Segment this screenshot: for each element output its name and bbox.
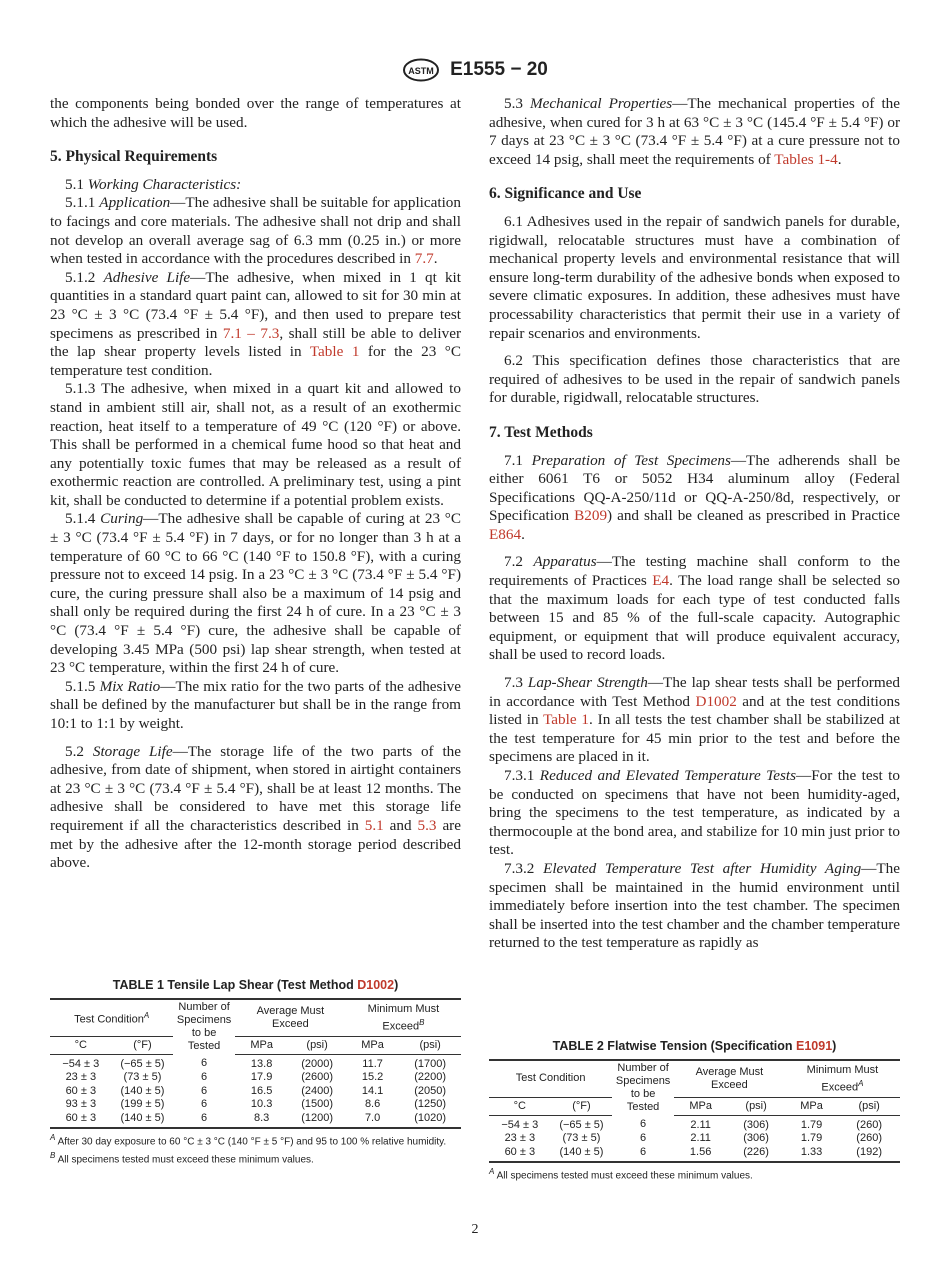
table-cell: (−65 ± 5) (120, 1057, 165, 1070)
table-cell: 13.8 (250, 1057, 273, 1070)
table-2-footnote-a: $^A$ All specimens tested must exceed these minimum values. (489, 1167, 753, 1182)
table-cell: 8.3 (235, 1112, 288, 1129)
header-average-must-exceed: Average Must Exceed (674, 1060, 785, 1097)
paragraph-7-3-2: 7.3.2 Elevated Temperature Test after Humidity Aging—The specimen shall be maintained in the humid environment until immediately before insertion into the test chamber. The specimen shall be inserted into the test chamber and the chamber temperature returned to the test temperature as rapidly as (489, 859, 901, 952)
table-cell: (260) (856, 1132, 882, 1145)
paragraph-5-1-2: 5.1.2 Adhesive Life—The adhesive, when mixed in 1 qt kit quantities in a standard quart paint can, allowed to sit for 30 min at 23 °C ± 3 °C (73.4 °F ± 5.4 °F), and then used to prepare test specimens as prescribed in 7.1 – 7.3, shall still be able to deliver the lap shear property levels listed in Table 1 for the 23 °C temperature test condition. (50, 268, 462, 379)
table-cell: 10.3 (250, 1098, 273, 1111)
link-e1091-caption[interactable]: E1091 (796, 1039, 833, 1053)
unit-mpa: MPa (674, 1097, 727, 1115)
table-cell: (73 ± 5) (123, 1071, 162, 1084)
table-cell: 1.79 (800, 1118, 823, 1131)
link-e864[interactable]: E864 (489, 525, 522, 543)
unit-celsius: °C (489, 1097, 551, 1115)
table-cell: 60 ± 3 (489, 1146, 551, 1163)
table-cell: (73 ± 5) (562, 1132, 601, 1145)
link-table-1[interactable]: Table 1 (309, 343, 360, 361)
table-1 (50, 978, 461, 1167)
page-number: 2 (471, 1222, 479, 1237)
table-row (489, 1115, 900, 1132)
table-cell: (306) (743, 1118, 769, 1131)
link-d1002[interactable]: D1002 (695, 692, 737, 710)
table-cell: 6 (640, 1132, 647, 1145)
table-cell: (1250) (414, 1098, 447, 1111)
table-cell: 6 (201, 1057, 208, 1070)
paragraph-7-3-1: 7.3.1 Reduced and Elevated Temperature Tests—For the test to be conducted on specimens that have not been humidity-aged, bring the specimens to the test temperature, as indicated by a thermocouple at the bond area, and stabilize for 10 min just prior to test. (489, 767, 900, 859)
paragraph-5-2: 5.2 Storage Life—The storage life of the two parts of the adhesive, from date of shipment, when stored in airtight containers at 23 °C ± 3 °C (73.4 °F ± 5.4 °F), shall be at least 12 months. The adhesive shall be considered to have met this storage life requirement if all the characteristics described in 5.1 and 5.3 are met by the adhesive after the 12-month storage period described above. (50, 742, 462, 872)
link-b209[interactable]: B209 (574, 507, 608, 525)
unit-psi: (psi) (288, 1036, 346, 1054)
table-cell: (1020) (399, 1112, 461, 1129)
table-cell: 2.11 (690, 1132, 711, 1145)
table-cell: (226) (727, 1146, 785, 1163)
table-cell: 15.2 (361, 1071, 384, 1084)
table-cell: 6 (201, 1098, 208, 1111)
table-row (50, 1112, 461, 1129)
left-column (50, 95, 461, 873)
table-cell: (140 ± 5) (120, 1084, 165, 1097)
paragraph-7-2: 7.2 Apparatus—The testing machine shall conform to the requirements of Practices E4. The load range shall be selected so that the maximum loads for each type of test conducted falls between 15 and 85 % of the full-scale capacity. Autographic equipment, or equipment that will produce equivalent accuracy, shall be used to record loads. (489, 553, 900, 664)
paragraph-7-1: 7.1 Preparation of Test Specimens—The adherends shall be either 6061 T6 or 5052 H34 aluminum alloy (Federal Specifications QQ-A-250/11d or QQ-A-250/8d, respectively, or Specification B209) and shall be cleaned as prescribed in Practice E864. (489, 451, 900, 543)
unit-psi: (psi) (399, 1036, 461, 1054)
table-cell: (1200) (288, 1112, 346, 1129)
table-row (50, 1071, 461, 1085)
section-7-heading: 7. Test Methods (489, 423, 593, 441)
document-id: E1555 − 20 (450, 59, 548, 80)
unit-fahrenheit: (°F) (551, 1097, 613, 1115)
table-2 (489, 1039, 900, 1183)
table-cell: (2000) (301, 1057, 333, 1070)
header-minimum-must-exceed: Minimum Must Exceed$^B$ (346, 999, 461, 1036)
table-cell: 6 (173, 1112, 235, 1129)
paragraph-continuation: the components being bonded over the range of temperatures at which the adhesive will be used. (50, 95, 461, 131)
table-cell: (−65 ± 5) (559, 1118, 604, 1131)
paragraph-7-3: 7.3 Lap-Shear Strength—The lap shear tests shall be performed in accordance with Test Method D1002 and at the test conditions listed in Table 1. In all tests the test chamber shall be stabilized at the test temperature for 45 min prior to the test and before the specimens are placed in it. (489, 674, 901, 766)
table-row (489, 1146, 900, 1163)
table-cell: (2050) (414, 1084, 447, 1097)
table-cell: (2400) (301, 1084, 333, 1097)
table-cell: −54 ± 3 (62, 1057, 100, 1070)
header-test-condition: Test Condition$^A$ (50, 999, 173, 1036)
table-cell: −54 ± 3 (501, 1118, 539, 1131)
table-cell: (306) (743, 1132, 769, 1145)
table-cell: 14.1 (361, 1084, 384, 1097)
unit-mpa: MPa (235, 1036, 288, 1054)
table-cell: (192) (838, 1146, 900, 1163)
unit-mpa: MPa (346, 1036, 399, 1054)
table-cell: (2200) (414, 1071, 447, 1084)
table-cell: 23 ± 3 (504, 1132, 536, 1145)
table-cell: (140 ± 5) (551, 1146, 613, 1163)
table-cell: 6 (640, 1118, 647, 1131)
table-1-footnote-a: $^A$ After 30 day exposure to 60 °C ± 3 °C (140 °F ± 5 °F) and 95 to 100 % relative humidity. (50, 1133, 447, 1148)
table-row (50, 1098, 461, 1112)
section-6-heading: 6. Significance and Use (489, 185, 642, 203)
header-test-condition: Test Condition (489, 1060, 612, 1097)
paragraph-6-2: 6.2 This specification defines those characteristics that are required of adhesives to be used in the repair of sandwich panels for durable, rigidwall, relocatable structures. (489, 352, 900, 407)
right-column (489, 95, 900, 953)
header-number-specimens: Number of Specimens to be Tested (173, 999, 235, 1054)
link-tables-1-4[interactable]: Tables 1-4 (774, 150, 838, 168)
table-cell: 1.79 (800, 1132, 823, 1145)
link-e4[interactable]: E4 (652, 572, 670, 590)
link-5-3[interactable]: 5.3 (417, 816, 437, 834)
table-cell: (199 ± 5) (120, 1098, 165, 1111)
table-2-caption: TABLE 2 Flatwise Tension (Specification E1091) (552, 1039, 837, 1053)
table-cell: 2.11 (690, 1118, 711, 1131)
table-cell: 16.5 (250, 1084, 273, 1097)
table-cell: (260) (856, 1118, 882, 1131)
header-number-specimens: Number of Specimens to be Tested (612, 1060, 674, 1115)
table-cell: (140 ± 5) (112, 1112, 174, 1129)
table-cell: 60 ± 3 (65, 1084, 97, 1097)
table-1-caption: TABLE 1 Tensile Lap Shear (Test Method D1002) (112, 978, 399, 992)
link-table-1-b[interactable]: Table 1 (543, 711, 590, 729)
table-cell: 17.9 (250, 1071, 273, 1084)
table-cell: 93 ± 3 (65, 1098, 97, 1111)
table-cell: (1700) (414, 1057, 447, 1070)
unit-fahrenheit: (°F) (112, 1036, 174, 1054)
header-average-must-exceed: Average Must Exceed (235, 999, 346, 1036)
link-d1002-caption[interactable]: D1002 (357, 978, 395, 992)
paragraph-6-1: 6.1 Adhesives used in the repair of sandwich panels for durable, rigidwall, relocatable structures must have a combination of mechanical property levels and environmental resistance that will ensure long-term durability of the adhesive bonds when exposed to severe climatic exposures. In addition, these adhesives must have processability characteristics that permit their use in a variety of repair scenarios and environments. (489, 212, 900, 342)
table-1-footnote-b: $^B$ All specimens tested must exceed these minimum values. (50, 1151, 314, 1166)
link-7-7[interactable]: 7.7 (414, 250, 434, 268)
section-5-heading: 5. Physical Requirements (50, 148, 218, 166)
table-cell: 6 (201, 1071, 208, 1084)
table-cell: 60 ± 3 (50, 1112, 112, 1129)
table-cell: 7.0 (346, 1112, 399, 1129)
link-5-1[interactable]: 5.1 (364, 816, 384, 834)
paragraph-5-3: 5.3 Mechanical Properties—The mechanical properties of the adhesive, when cured for 3 h at 63 °C ± 3 °C (145.4 °F ± 5.4 °F) or 7 days at 23 °C ± 3 °C (73.4 °F ± 5.4 °F) at a cure pressure not to exceed 14 psig, shall meet the requirements of Tables 1-4. (489, 95, 900, 168)
astm-logo-icon (402, 58, 440, 82)
unit-celsius: °C (50, 1036, 112, 1054)
table-cell: 23 ± 3 (65, 1071, 97, 1084)
paragraph-5-1: 5.1 Working Characteristics: (65, 175, 242, 193)
paragraph-5-1-5: 5.1.5 Mix Ratio—The mix ratio for the two parts of the adhesive shall be defined by the manufacturer but shall be in the range from 10:1 to 1:1 by weight. (50, 677, 462, 732)
page-header (0, 58, 950, 82)
paragraph-5-1-1: 5.1.1 Application—The adhesive shall be suitable for application to facings and core materials. The adhesive shall not drip and shall not develop an overall average sag of 6.3 mm (0.25 in.) or more when tested in accordance with the procedures described in 7.7. (50, 194, 461, 268)
unit-psi: (psi) (838, 1097, 900, 1115)
table-cell: 8.6 (364, 1098, 381, 1111)
table-cell: 6 (612, 1146, 674, 1163)
table-cell: 6 (201, 1084, 208, 1097)
table-cell: (1500) (301, 1098, 333, 1111)
header-minimum-must-exceed: Minimum Must Exceed$^A$ (785, 1060, 900, 1097)
link-7-1-7-3[interactable]: 7.1 – 7.3 (222, 324, 280, 342)
paragraph-5-1-4: 5.1.4 Curing—The adhesive shall be capable of curing at 23 °C ± 3 °C (73.4 °F ± 5.4 °F) in 7 days, or for no longer than 3 h at a temperature of 60 °C to 66 °C (140 °F to 150.8 °F), with a curing pressure not to exceed 14 psig. In a 23 °C ± 3 °C (73.4 °F ± 5.4 °F) cure, the curing pressure shall also be a maximum of 14 psig and shall only be required during the first 24 h of cure. In a 23 °C ± 3 °C (73.4 °F ± 5.4 °F) cure, the adhesive shall be capable of developing 3.45 MPa (500 psi) lap shear strength, when tested at 23 °C temperature, within the first 24 h of cure. (50, 510, 461, 677)
unit-psi: (psi) (727, 1097, 785, 1115)
table-row (50, 1085, 461, 1099)
table-cell: (2600) (301, 1071, 333, 1084)
table-row (50, 1054, 461, 1071)
table-row (489, 1132, 900, 1146)
table-cell: 1.56 (674, 1146, 727, 1163)
unit-mpa: MPa (785, 1097, 838, 1115)
paragraph-5-1-3: 5.1.3 The adhesive, when mixed in a quart kit and allowed to stand in ambient still air, shall not, as a result of an exothermic reaction, heat itself to a temperature of 49 °C (120 °F) or above. This shall be performed in a chemical fume hood so that heat and any potentially toxic fumes that may be released as a result of exothermic reaction are controlled. A preliminary test, using a pint kit, shall be conducted to determine if a potential problem exists. (50, 380, 461, 509)
logo-text: ASTM (408, 66, 434, 76)
table-cell: 1.33 (785, 1146, 838, 1163)
table-cell: 11.7 (362, 1057, 383, 1070)
